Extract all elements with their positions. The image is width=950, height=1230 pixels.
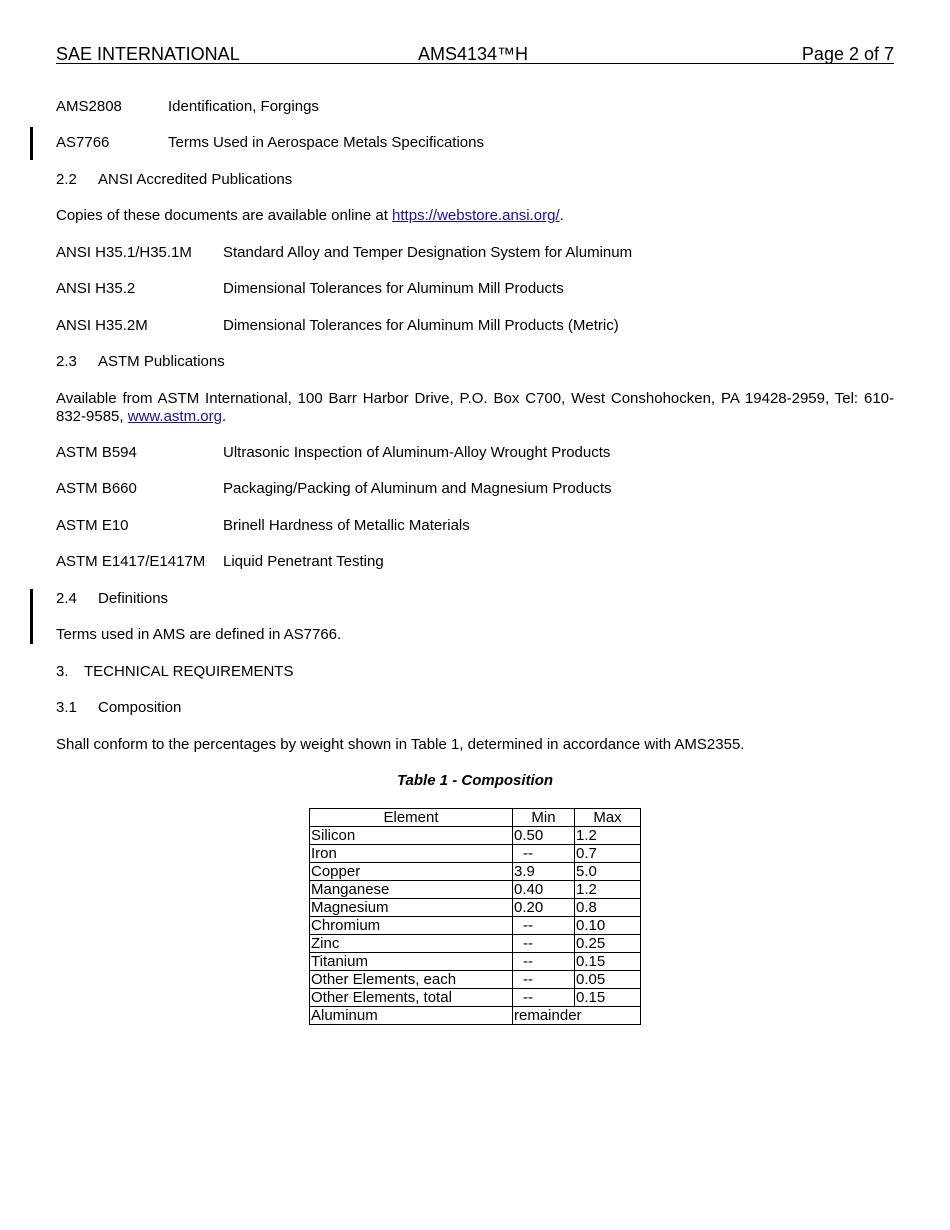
section-number: 2.3: [56, 353, 77, 370]
max-cell: 0.10: [575, 917, 641, 935]
ref-code: ASTM E1417/E1417M: [56, 553, 206, 570]
revision-bar: [30, 589, 33, 644]
table-row: [310, 935, 641, 953]
section-number: 2.2: [56, 171, 77, 188]
table-caption: Table 1 - Composition: [396, 772, 554, 789]
ref-title: Liquid Penetrant Testing: [223, 553, 384, 570]
header-org: SAE INTERNATIONAL: [56, 44, 240, 64]
period: .: [559, 207, 564, 224]
max-cell: 0.8: [575, 899, 641, 917]
table-row: [310, 827, 641, 845]
section-number: 2.4: [56, 590, 77, 607]
astm-availability: [56, 390, 894, 426]
ref-code: ASTM E10: [56, 517, 129, 534]
max-cell: 0.15: [575, 989, 641, 1007]
period: .: [221, 408, 227, 425]
revision-bar: [30, 127, 33, 160]
max-cell: 0.05: [575, 971, 641, 989]
min-cell: --: [513, 935, 575, 953]
table-row: [310, 845, 641, 863]
max-cell: 0.25: [575, 935, 641, 953]
min-cell: --: [513, 989, 575, 1007]
ref-title: Terms Used in Aerospace Metals Specifications: [168, 134, 484, 151]
min-cell: 3.9: [513, 863, 575, 881]
element-cell: Magnesium: [310, 899, 513, 917]
ref-title: Dimensional Tolerances for Aluminum Mill Products: [223, 280, 564, 297]
ref-title: Dimensional Tolerances for Aluminum Mill Products (Metric): [223, 317, 619, 334]
section-heading: ANSI Accredited Publications: [98, 171, 293, 188]
table-row: [310, 1007, 641, 1025]
max-cell: 5.0: [575, 863, 641, 881]
header-page-number: Page 2 of 7: [801, 44, 894, 64]
min-cell: 0.20: [513, 899, 575, 917]
ref-code: ASTM B594: [56, 444, 137, 461]
astm-link[interactable]: www.astm.org: [127, 408, 222, 425]
max-cell: 1.2: [575, 827, 641, 845]
header-rule: [56, 63, 894, 64]
ref-title: Ultrasonic Inspection of Aluminum-Alloy Wrought Products: [223, 444, 611, 461]
section-heading: ASTM Publications: [98, 353, 225, 370]
min-cell: 0.40: [513, 881, 575, 899]
composition-table: [309, 808, 641, 1025]
table-row: [310, 863, 641, 881]
column-header: Min: [513, 809, 575, 827]
table-row: [310, 953, 641, 971]
ref-code: ANSI H35.2: [56, 280, 136, 297]
column-header: Max: [575, 809, 641, 827]
column-header: Element: [310, 809, 513, 827]
section-number: 3.1: [56, 699, 77, 716]
max-cell: 0.7: [575, 845, 641, 863]
ref-title: Identification, Forgings: [168, 98, 319, 115]
ref-title: Packaging/Packing of Aluminum and Magnesium Products: [223, 480, 612, 497]
max-cell: 0.15: [575, 953, 641, 971]
table-row: [310, 899, 641, 917]
min-cell: 0.50: [513, 827, 575, 845]
section-heading: TECHNICAL REQUIREMENTS: [84, 663, 294, 680]
element-cell: Zinc: [310, 935, 513, 953]
element-cell: Manganese: [310, 881, 513, 899]
section-number: 3.: [56, 663, 69, 680]
section-heading: Composition: [98, 699, 182, 716]
ref-code: ANSI H35.1/H35.1M: [56, 244, 192, 261]
ref-code: AMS2808: [56, 98, 122, 115]
min-cell: --: [513, 845, 575, 863]
availability-text: Copies of these documents are available online at: [56, 207, 393, 224]
element-cell: Aluminum: [310, 1007, 513, 1025]
min-cell: --: [513, 971, 575, 989]
table-row: [310, 989, 641, 1007]
availability-text: Available from ASTM International, 100 Barr Harbor Drive, P.O. Box C700, West Conshohocken, PA 19428-2959, Tel: 610-832-9585,: [56, 390, 894, 425]
element-cell: Other Elements, each: [310, 971, 513, 989]
ansi-webstore-link[interactable]: https://webstore.ansi.org/: [392, 207, 560, 224]
table-row: [310, 881, 641, 899]
composition-text: Shall conform to the percentages by weight shown in Table 1, determined in accordance with AMS2355.: [56, 736, 745, 753]
table-header-row: [310, 809, 641, 827]
definitions-text: Terms used in AMS are defined in AS7766.: [56, 626, 342, 643]
element-cell: Copper: [310, 863, 513, 881]
element-cell: Other Elements, total: [310, 989, 513, 1007]
element-cell: Iron: [310, 845, 513, 863]
ansi-availability: [56, 207, 564, 225]
element-cell: Titanium: [310, 953, 513, 971]
table-row: [310, 917, 641, 935]
ref-code: AS7766: [56, 134, 110, 151]
ref-code: ASTM B660: [56, 480, 137, 497]
max-cell: 1.2: [575, 881, 641, 899]
element-cell: Chromium: [310, 917, 513, 935]
section-heading: Definitions: [98, 590, 169, 607]
min-cell: --: [513, 917, 575, 935]
element-cell: Silicon: [310, 827, 513, 845]
header-doc-number: AMS4134™H: [418, 44, 529, 64]
table-row: [310, 971, 641, 989]
ref-code: ANSI H35.2M: [56, 317, 148, 334]
remainder-cell: remainder: [513, 1007, 641, 1025]
min-cell: --: [513, 953, 575, 971]
ref-title: Standard Alloy and Temper Designation System for Aluminum: [223, 244, 633, 261]
ref-title: Brinell Hardness of Metallic Materials: [223, 517, 470, 534]
